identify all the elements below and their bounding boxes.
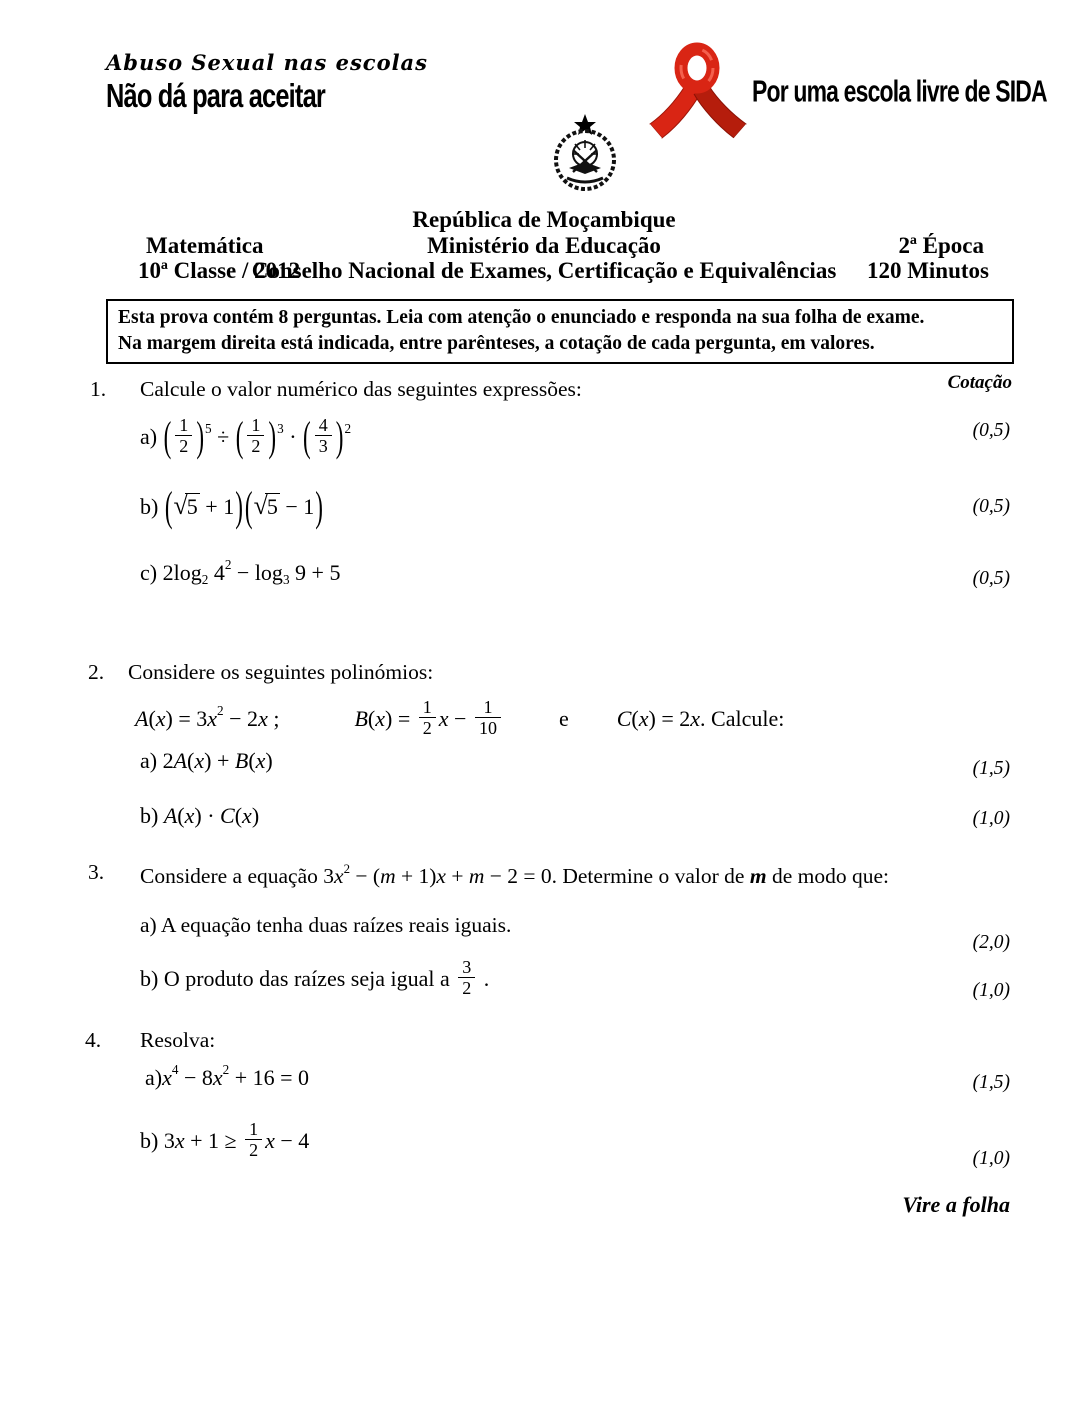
q1-text: Calcule o valor numérico das seguintes expressões: bbox=[140, 377, 582, 401]
aids-ribbon-icon bbox=[638, 42, 756, 142]
q2-polynomials: $A(x) = 3x^2 - 2x$ ; B(x) = $\frac{1}{2}$ x − $\frac{1}{10}$ e C(x) = 2x. Calcule: bbox=[135, 697, 785, 739]
campaign-slogan-line2: Não dá para aceitar bbox=[106, 77, 325, 115]
q1-number: 1. bbox=[90, 377, 107, 401]
turn-page-note: Vire a folha bbox=[902, 1192, 1010, 1217]
header-epoch: 2ª Época bbox=[898, 233, 984, 258]
cotacao-header: Cotação bbox=[947, 372, 1012, 393]
mozambique-emblem-icon bbox=[545, 112, 625, 202]
header-duration: 120 Minutos bbox=[866, 258, 989, 283]
campaign-slogan-line1: Abuso Sexual nas escolas bbox=[106, 50, 428, 75]
q3b-formula: b) O produto das raízes seja igual a $\frac{3}{2}$ . bbox=[140, 957, 490, 999]
instruction-line-1: Esta prova contém 8 perguntas. Leia com atenção o enunciado e responda na sua folha de exame. bbox=[118, 307, 925, 328]
q2-text: Considere os seguintes polinómios: bbox=[128, 660, 434, 684]
header-country: República de Moçambique bbox=[412, 207, 676, 232]
q3a-text: a) A equação tenha duas raízes reais iguais. bbox=[140, 913, 512, 937]
q4a-formula: $a)x^4 - 8x^2 + 16 = 0$ bbox=[145, 1062, 310, 1090]
sida-slogan: Por uma escola livre de SIDA bbox=[752, 74, 1047, 109]
q3-intro: Considere a equação $3x^2 - (m + 1)x + m - 2 = 0$. Determine o valor de m de modo que: bbox=[140, 861, 889, 888]
q2a-points: (1,5) bbox=[972, 758, 1010, 779]
q4-number: 4. bbox=[85, 1028, 102, 1052]
q2b-formula: b) A(x) · C(x) bbox=[140, 803, 260, 828]
q4-text: Resolva: bbox=[140, 1028, 216, 1052]
q4b-formula: b) 3x + 1 ≥ $\frac{1}{2}$ x − 4 bbox=[140, 1119, 310, 1161]
header-ministry: Ministério da Educação bbox=[427, 233, 661, 258]
header-subject: Matemática bbox=[146, 233, 264, 258]
q2-number: 2. bbox=[88, 660, 105, 684]
q1b-points: (0,5) bbox=[972, 496, 1010, 517]
header-grade-year: 10ª Classe / 2012 bbox=[138, 258, 301, 283]
q1b-formula: b) (√5 + 1)(√5 − 1) bbox=[140, 481, 323, 531]
q2b-points: (1,0) bbox=[972, 808, 1010, 829]
q3a-points: (2,0) bbox=[972, 932, 1010, 953]
instruction-line-2: Na margem direita está indicada, entre parênteses, a cotação de cada pergunta, em valores. bbox=[118, 332, 875, 354]
q1a-formula: a) ( $\frac{1}{2}$ )$^5$ ÷ ( $\frac{1}{2}$ )$^3$ · ( $\frac{4}{3}$ )$^2$ bbox=[140, 411, 352, 460]
q3-number: 3. bbox=[88, 860, 105, 884]
instructions-box bbox=[106, 299, 1014, 364]
q4b-points: (1,0) bbox=[972, 1148, 1010, 1169]
header-council: Conselho Nacional de Exames, Certificação e Equivalências bbox=[251, 258, 837, 283]
q1c-points: (0,5) bbox=[972, 568, 1010, 589]
q1c-formula: c) $2\log_2$ $4^2 - \log_3 9 + 5$ bbox=[140, 557, 341, 587]
campaign-slogan bbox=[106, 50, 428, 113]
q4a-points: (1,5) bbox=[972, 1072, 1010, 1093]
q3b-points: (1,0) bbox=[972, 980, 1010, 1001]
q2a-formula: a) 2A(x) + B(x) bbox=[140, 748, 273, 773]
q1a-points: (0,5) bbox=[972, 420, 1010, 441]
